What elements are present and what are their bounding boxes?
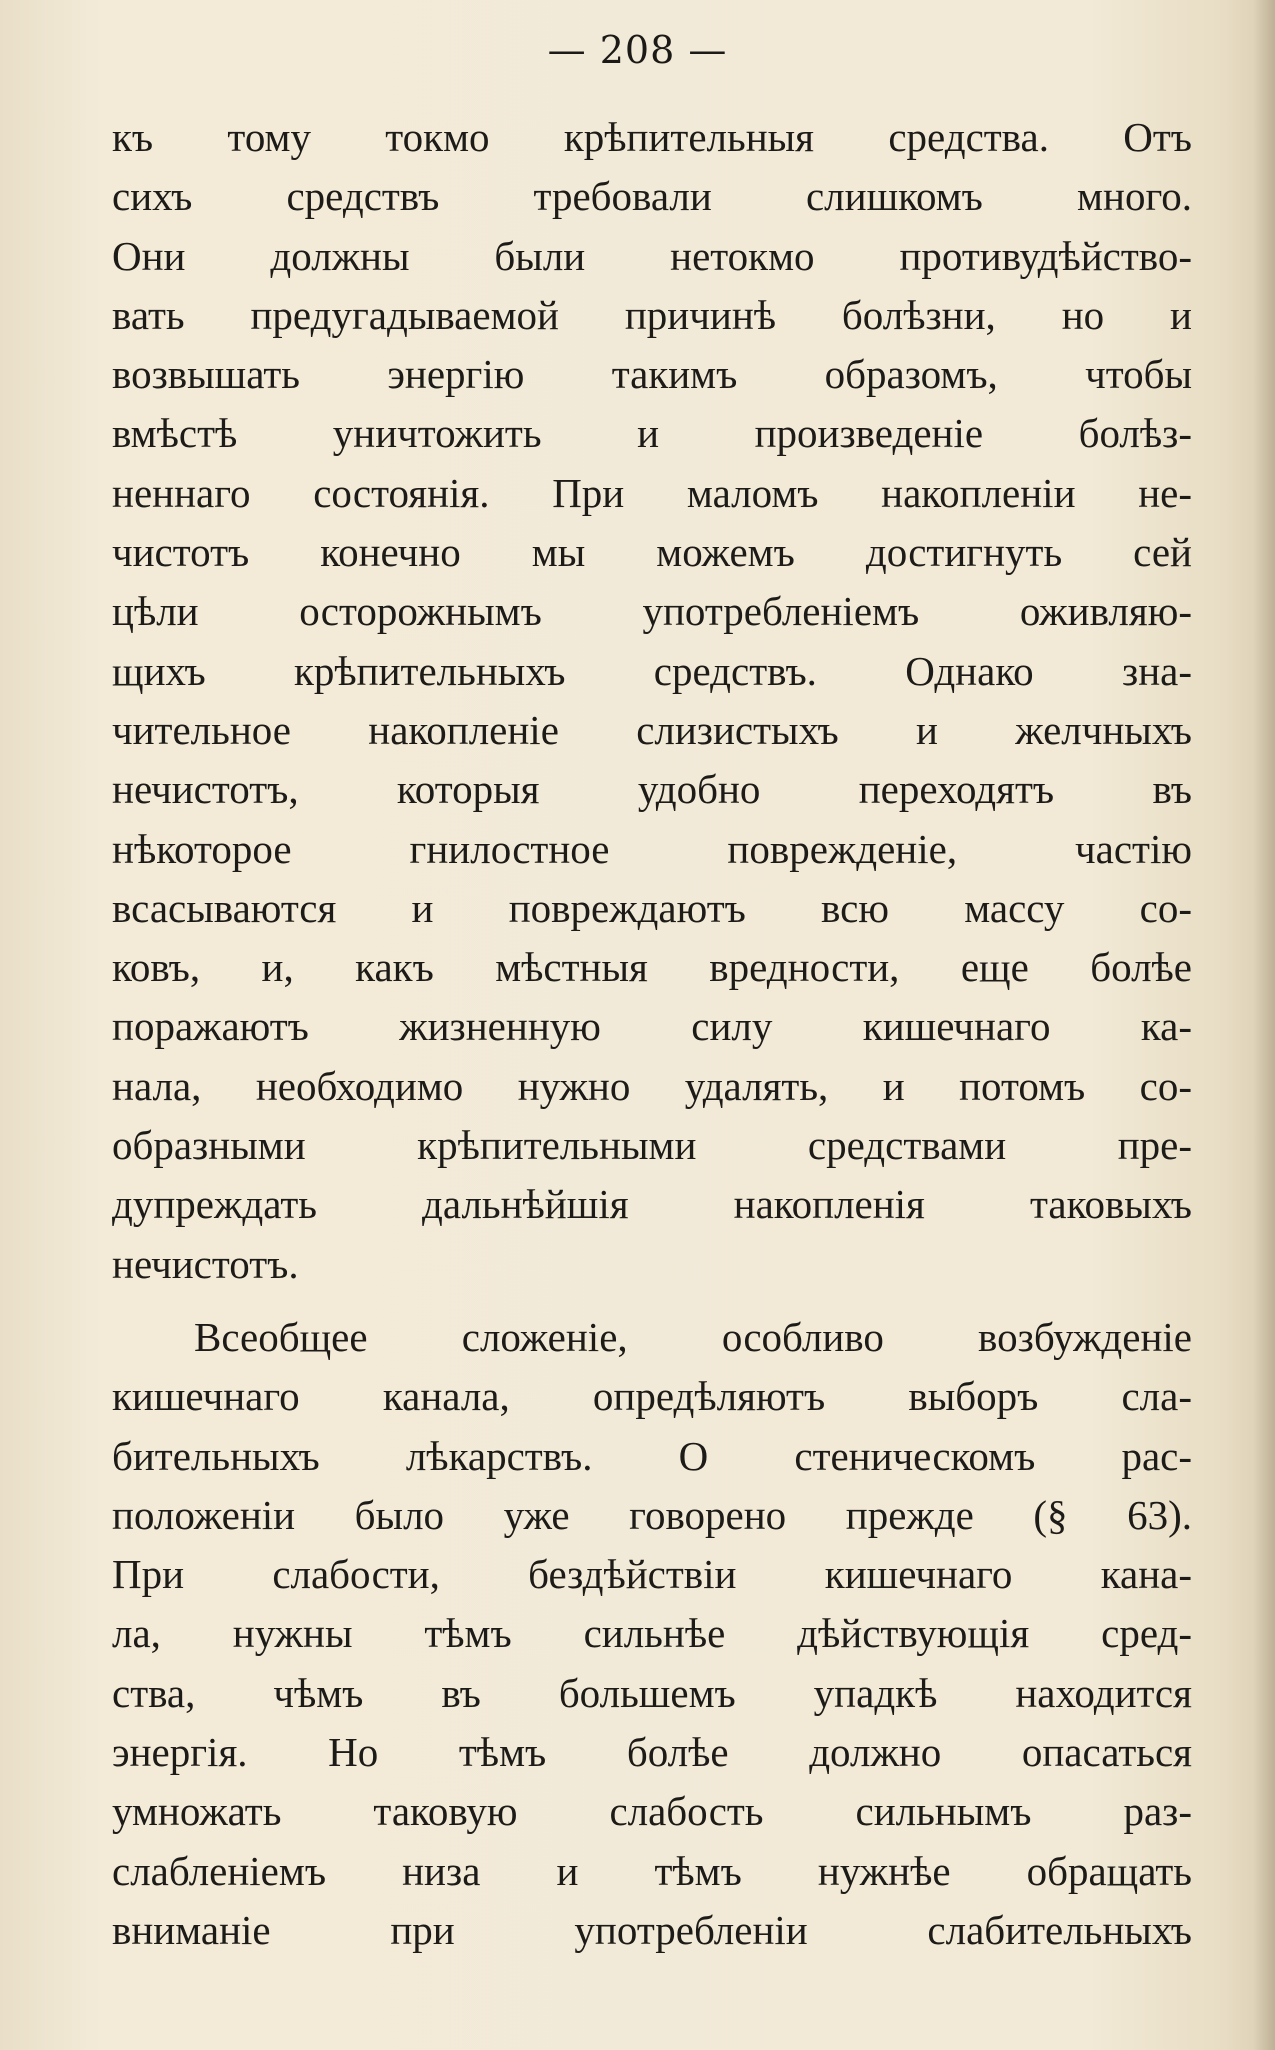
text-line: цѣли осторожнымъ употребленіемъ оживляю- (112, 588, 1192, 635)
text-line: положеніи было уже говорено прежде (§ 63). (112, 1491, 1192, 1538)
text-line: слабленіемъ низа и тѣмъ нужнѣе обращать (112, 1847, 1192, 1894)
text-line: нечистотъ. (112, 1240, 299, 1287)
text-line: къ тому токмо крѣпительныя средства. Отъ (112, 114, 1192, 160)
text-line: щихъ крѣпительныхъ средствъ. Однако зна- (112, 647, 1192, 694)
text-line: При слабости, бездѣйствіи кишечнаго кана- (112, 1551, 1192, 1598)
paragraph-1 (112, 108, 1192, 1294)
text-line: нечистотъ, которыя удобно переходятъ въ (112, 766, 1192, 813)
text-line: сихъ средствъ требовали слишкомъ много. (112, 173, 1192, 220)
text-line: умножать таковую слабость сильнымъ раз- (112, 1788, 1192, 1835)
text-line: чистотъ конечно мы можемъ достигнуть сей (112, 529, 1192, 576)
page-edge-shadow (1253, 0, 1275, 2050)
page-number: — 208 — (547, 28, 728, 72)
text-line: ства, чѣмъ въ большемъ упадкѣ находится (112, 1669, 1192, 1716)
paragraph-gap (112, 1294, 1192, 1308)
text-line: поражаютъ жизненную силу кишечнаго ка- (112, 1003, 1192, 1050)
text-line: бительныхъ лѣкарствъ. О стеническомъ рас- (112, 1432, 1192, 1479)
text-line: вать предугадываемой причинѣ болѣзни, но и (112, 291, 1192, 338)
text-line: неннаго состоянія. При маломъ накопленіи не- (112, 469, 1192, 516)
paragraph-2 (112, 1308, 1192, 1960)
text-line: нѣкоторое гнилостное поврежденіе, частію (112, 825, 1192, 872)
text-line: всасываются и повреждаютъ всю массу со- (112, 884, 1192, 931)
text-line: ковъ, и, какъ мѣстныя вредности, еще болѣе (112, 944, 1192, 991)
text-line: ла, нужны тѣмъ сильнѣе дѣйствующія сред- (112, 1610, 1192, 1657)
text-line: вмѣстѣ уничтожить и произведеніе болѣз- (112, 410, 1192, 457)
body-text (112, 108, 1192, 1960)
text-line: чительное накопленіе слизистыхъ и желчныхъ (112, 706, 1192, 753)
text-line: кишечнаго канала, опредѣляютъ выборъ сла- (112, 1373, 1192, 1420)
text-line: образными крѣпительными средствами пре- (112, 1122, 1192, 1169)
text-line: вниманіе при употребленіи слабительныхъ (112, 1906, 1192, 1953)
text-line: нала, необходимо нужно удалять, и потомъ со- (112, 1062, 1192, 1109)
text-line: дупреждать дальнѣйшія накопленія таковыхъ (112, 1181, 1192, 1228)
text-line: Они должны были нетокмо противудѣйство- (112, 232, 1192, 279)
text-line: Всеобщее сложеніе, особливо возбужденіе (194, 1313, 1192, 1360)
text-line: возвышать энергію такимъ образомъ, чтобы (112, 351, 1192, 398)
text-line: энергія. Но тѣмъ болѣе должно опасаться (112, 1729, 1192, 1776)
